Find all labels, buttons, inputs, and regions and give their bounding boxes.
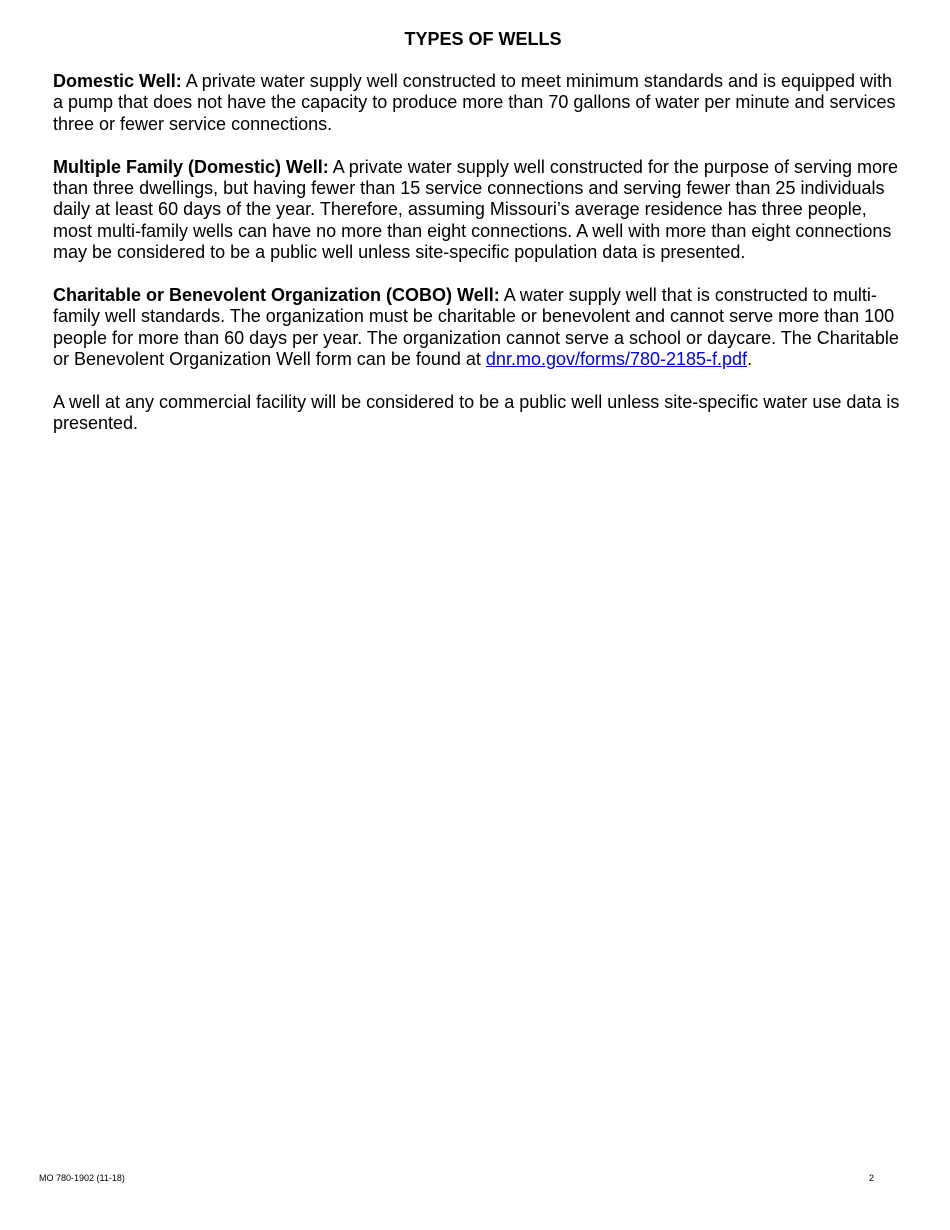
cobo-well-term: Charitable or Benevolent Organization (COBO) Well: [53, 285, 500, 306]
cobo-trailing-period: . [747, 349, 753, 370]
domestic-well-term: Domestic Well: [53, 71, 182, 91]
document-body [53, 71, 905, 456]
multiple-family-well-definition: A private water supply well constructed for the purpose of serving more than three dwellings, but having fewer than 15 service connections and serving fewer than 25 individuals daily at least 60 days of the year. Therefore, assuming Missouri’s average residence has three people, most multi-family wells can have no more than eight connections. A well with more than eight connections may be considered to be a public well unless site-specific population data is presented. [53, 156, 899, 263]
domestic-well-paragraph [53, 71, 905, 135]
page-number: 2 [869, 1173, 875, 1183]
form-number: MO 780-1902 (11-18) [39, 1173, 125, 1183]
cobo-well-paragraph [53, 285, 905, 371]
multiple-family-well-term: Multiple Family (Domestic) Well: [53, 156, 329, 177]
commercial-well-paragraph: A well at any commercial facility will be considered to be a public well unless site-specific water use data is presented. [53, 392, 900, 434]
page-title: TYPES OF WELLS [404, 29, 562, 49]
multiple-family-well-paragraph [53, 157, 905, 264]
cobo-form-link[interactable]: dnr.mo.gov/forms/780-2185-f.pdf [485, 349, 748, 370]
cobo-well-definition: A water supply well that is constructed to multi-family well standards. The organization must be charitable or benevolent and cannot serve more than 100 people for more than 60 days per year. The organization cannot serve a school or daycare. The Charitable or Benevolent Organization Well form can be found at [53, 285, 899, 370]
domestic-well-definition: A private water supply well constructed to meet minimum standards and is equipped with a pump that does not have the capacity to produce more than 70 gallons of water per minute and services three or fewer service connections. [53, 71, 896, 134]
